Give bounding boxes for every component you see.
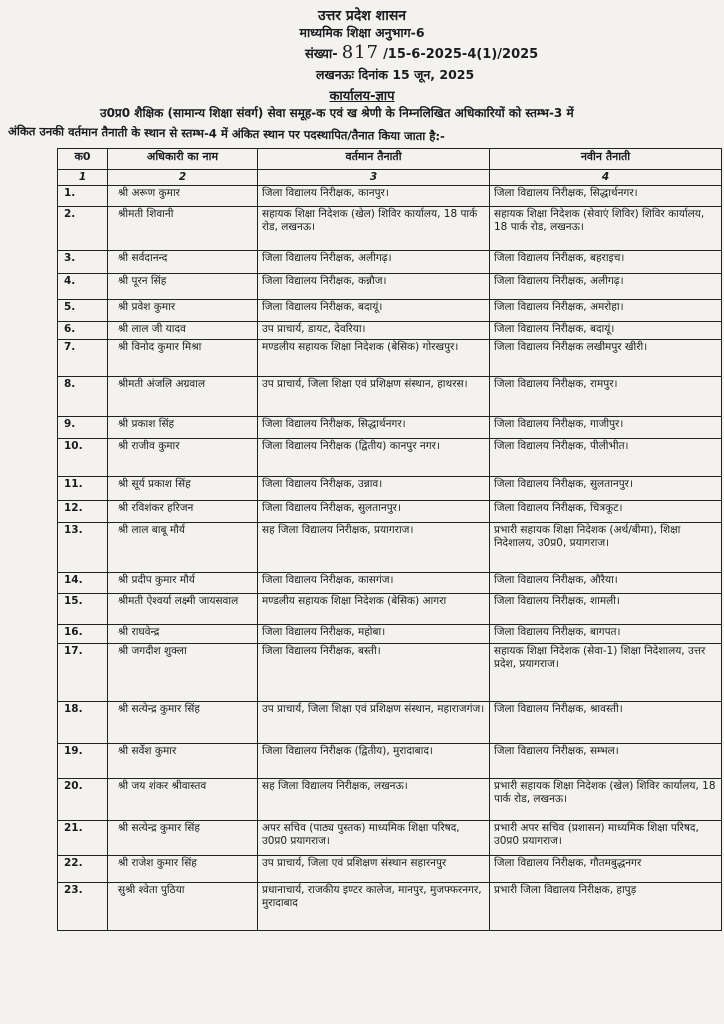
- government-heading: उत्तर प्रदेश शासन: [317, 8, 407, 24]
- row-serial: 2.: [58, 207, 108, 251]
- current-posting: मण्डलीय सहायक शिक्षा निदेशक (बेसिक) आगरा: [258, 594, 490, 625]
- table-row: [58, 186, 722, 207]
- office-memo-title: कार्यालय-ज्ञाप: [329, 89, 395, 104]
- row-serial: 14.: [58, 573, 108, 594]
- row-serial: 18.: [58, 702, 108, 744]
- officer-name: श्री विनोद कुमार मिश्रा: [108, 340, 258, 377]
- row-serial: 22.: [58, 856, 108, 883]
- row-serial: 19.: [58, 744, 108, 779]
- row-serial: 1.: [58, 186, 108, 207]
- officer-name: श्री सर्वेश कुमार: [108, 744, 258, 779]
- header-row: [58, 149, 722, 170]
- current-posting: जिला विद्यालय निरीक्षक, कानपुर।: [258, 186, 490, 207]
- officer-name: श्री जगदीश शुक्ला: [108, 644, 258, 702]
- officer-name: श्री राजेश कुमार सिंह: [108, 856, 258, 883]
- header-officer-name: अधिकारी का नाम: [108, 149, 258, 170]
- officer-name: श्रीमती अंजलि अग्रवाल: [108, 377, 258, 417]
- officer-name: श्री अरूण कुमार: [108, 186, 258, 207]
- row-serial: 6.: [58, 322, 108, 340]
- new-posting: जिला विद्यालय निरीक्षक, बहराइच।: [490, 251, 722, 274]
- current-posting: सह जिला विद्यालय निरीक्षक, लखनऊ।: [258, 779, 490, 821]
- officer-name: श्री राघवेन्द्र: [108, 625, 258, 644]
- intro-line-1: उ0प्र0 शैक्षिक (सामान्य शिक्षा संवर्ग) सेवा समूह-क एवं ख श्रेणी के निम्नलिखित अधिकारियों को स्तम्भ-3 में: [100, 106, 574, 120]
- new-posting: प्रभारी जिला विद्यालय निरीक्षक, हापुड़: [490, 883, 722, 931]
- order-number: [305, 42, 538, 63]
- table-row: [58, 501, 722, 523]
- new-posting: जिला विद्यालय निरीक्षक, सिद्धार्थनगर।: [490, 186, 722, 207]
- officer-name: श्री प्रकाश सिंह: [108, 417, 258, 439]
- posting-table-body: [58, 149, 722, 931]
- current-posting: जिला विद्यालय निरीक्षक, सुलतानपुर।: [258, 501, 490, 523]
- row-serial: 7.: [58, 340, 108, 377]
- current-posting: प्रधानाचार्य, राजकीय इण्टर कालेज, मानपुर, मुजफ्फरनगर, मुरादाबाद: [258, 883, 490, 931]
- new-posting: जिला विद्यालय निरीक्षक, सम्भल।: [490, 744, 722, 779]
- current-posting: जिला विद्यालय निरीक्षक, बस्ती।: [258, 644, 490, 702]
- row-serial: 16.: [58, 625, 108, 644]
- current-posting: अपर सचिव (पाठ्य पुस्तक) माध्यमिक शिक्षा परिषद, उ0प्र0 प्रयागराज।: [258, 821, 490, 856]
- officer-name: श्री राजीव कुमार: [108, 439, 258, 477]
- table-row: [58, 644, 722, 702]
- header-current-posting: वर्तमान तैनाती: [258, 149, 490, 170]
- officer-name: श्रीमती शिवानी: [108, 207, 258, 251]
- header-new-posting: नवीन तैनाती: [490, 149, 722, 170]
- current-posting: जिला विद्यालय निरीक्षक, उन्नाव।: [258, 477, 490, 501]
- table-row: [58, 883, 722, 931]
- table-row: [58, 251, 722, 274]
- row-serial: 10.: [58, 439, 108, 477]
- table-row: [58, 856, 722, 883]
- officer-name: श्री पूरन सिंह: [108, 274, 258, 300]
- column-number: 1: [58, 170, 108, 186]
- intro-line-2: अंकित उनकी वर्तमान तैनाती के स्थान से स्तम्भ-4 में अंकित स्थान पर पदस्थापित/तैनात किया जाता है:-: [7, 124, 445, 144]
- new-posting: जिला विद्यालय निरीक्षक, औरैया।: [490, 573, 722, 594]
- header-serial: क0: [58, 149, 108, 170]
- row-serial: 3.: [58, 251, 108, 274]
- new-posting: जिला विद्यालय निरीक्षक, अमरोहा।: [490, 300, 722, 322]
- table-row: [58, 573, 722, 594]
- new-posting: जिला विद्यालय निरीक्षक, पीलीभीत।: [490, 439, 722, 477]
- row-serial: 21.: [58, 821, 108, 856]
- current-posting: सहायक शिक्षा निदेशक (खेल) शिविर कार्यालय, 18 पार्क रोड, लखनऊ।: [258, 207, 490, 251]
- row-serial: 4.: [58, 274, 108, 300]
- current-posting: जिला विद्यालय निरीक्षक (द्वितीय), मुरादाबाद।: [258, 744, 490, 779]
- officer-name: श्री सत्येन्द्र कुमार सिंह: [108, 821, 258, 856]
- table-row: [58, 702, 722, 744]
- current-posting: जिला विद्यालय निरीक्षक, सिद्धार्थनगर।: [258, 417, 490, 439]
- new-posting: प्रभारी सहायक शिक्षा निदेशक (अर्थ/बीमा), शिक्षा निदेशालय, उ0प्र0, प्रयागराज।: [490, 523, 722, 573]
- new-posting: जिला विद्यालय निरीक्षक, सुलतानपुर।: [490, 477, 722, 501]
- officer-name: श्री प्रदीप कुमार मौर्य: [108, 573, 258, 594]
- table-row: [58, 744, 722, 779]
- new-posting: प्रभारी सहायक शिक्षा निदेशक (खेल) शिविर कार्यालय, 18 पार्क रोड, लखनऊ।: [490, 779, 722, 821]
- new-posting: जिला विद्यालय निरीक्षक, चित्रकूट।: [490, 501, 722, 523]
- new-posting: जिला विद्यालय निरीक्षक, बदायूं।: [490, 322, 722, 340]
- current-posting: उप प्राचार्य, डायट, देवरिया।: [258, 322, 490, 340]
- number-label: संख्या-: [305, 47, 338, 62]
- row-serial: 8.: [58, 377, 108, 417]
- column-number-row: [58, 170, 722, 186]
- row-serial: 12.: [58, 501, 108, 523]
- table-row: [58, 207, 722, 251]
- officer-name: श्रीमती ऐश्वर्या लक्ष्मी जायसवाल: [108, 594, 258, 625]
- new-posting: जिला विद्यालय निरीक्षक लखीमपुर खीरी।: [490, 340, 722, 377]
- column-number: 4: [490, 170, 722, 186]
- current-posting: जिला विद्यालय निरीक्षक, महोबा।: [258, 625, 490, 644]
- column-number: 3: [258, 170, 490, 186]
- table-row: [58, 477, 722, 501]
- row-serial: 5.: [58, 300, 108, 322]
- table-row: [58, 340, 722, 377]
- new-posting: जिला विद्यालय निरीक्षक, बागपत।: [490, 625, 722, 644]
- row-serial: 23.: [58, 883, 108, 931]
- officer-name: श्री सर्वदानन्द: [108, 251, 258, 274]
- table-row: [58, 779, 722, 821]
- current-posting: जिला विद्यालय निरीक्षक (द्वितीय) कानपुर नगर।: [258, 439, 490, 477]
- new-posting: जिला विद्यालय निरीक्षक, गौतमबुद्धनगर: [490, 856, 722, 883]
- current-posting: उप प्राचार्य, जिला एवं प्रशिक्षण संस्थान सहारनपुर: [258, 856, 490, 883]
- row-serial: 20.: [58, 779, 108, 821]
- table-row: [58, 821, 722, 856]
- number-value: 817: [341, 42, 380, 63]
- current-posting: जिला विद्यालय निरीक्षक, कासगंज।: [258, 573, 490, 594]
- new-posting: प्रभारी अपर सचिव (प्रशासन) माध्यमिक शिक्षा परिषद, उ0प्र0 प्रयागराज।: [490, 821, 722, 856]
- current-posting: जिला विद्यालय निरीक्षक, बदायूं।: [258, 300, 490, 322]
- new-posting: जिला विद्यालय निरीक्षक, अलीगढ़।: [490, 274, 722, 300]
- row-serial: 13.: [58, 523, 108, 573]
- officer-name: श्री जय शंकर श्रीवास्तव: [108, 779, 258, 821]
- officer-name: श्री लाल जी यादव: [108, 322, 258, 340]
- current-posting: जिला विद्यालय निरीक्षक, अलीगढ़।: [258, 251, 490, 274]
- table-row: [58, 274, 722, 300]
- officer-name: श्री लाल बाबू मौर्य: [108, 523, 258, 573]
- current-posting: जिला विद्यालय निरीक्षक, कन्नौज।: [258, 274, 490, 300]
- table-row: [58, 625, 722, 644]
- department-heading: माध्यमिक शिक्षा अनुभाग-6: [299, 25, 425, 40]
- table-row: [58, 523, 722, 573]
- new-posting: सहायक शिक्षा निदेशक (सेवा-1) शिक्षा निदेशालय, उत्तर प्रदेश, प्रयागराज।: [490, 644, 722, 702]
- posting-table: [57, 148, 722, 931]
- row-serial: 11.: [58, 477, 108, 501]
- officer-name: श्री सूर्य प्रकाश सिंह: [108, 477, 258, 501]
- table-row: [58, 417, 722, 439]
- current-posting: मण्डलीय सहायक शिक्षा निदेशक (बेसिक) गोरखपुर।: [258, 340, 490, 377]
- new-posting: सहायक शिक्षा निदेशक (सेवाएं शिविर) शिविर कार्यालय, 18 पार्क रोड, लखनऊ।: [490, 207, 722, 251]
- table-row: [58, 322, 722, 340]
- new-posting: जिला विद्यालय निरीक्षक, श्रावस्ती।: [490, 702, 722, 744]
- table-row: [58, 594, 722, 625]
- new-posting: जिला विद्यालय निरीक्षक, गाजीपुर।: [490, 417, 722, 439]
- officer-name: श्री सत्येन्द्र कुमार सिंह: [108, 702, 258, 744]
- row-serial: 9.: [58, 417, 108, 439]
- column-number: 2: [108, 170, 258, 186]
- officer-name: श्री रविशंकर हरिजन: [108, 501, 258, 523]
- new-posting: जिला विद्यालय निरीक्षक, रामपुर।: [490, 377, 722, 417]
- row-serial: 15.: [58, 594, 108, 625]
- current-posting: उप प्राचार्य, जिला शिक्षा एवं प्रशिक्षण संस्थान, हाथरस।: [258, 377, 490, 417]
- number-rest: /15-6-2025-4(1)/2025: [383, 47, 539, 62]
- table-row: [58, 439, 722, 477]
- table-row: [58, 300, 722, 322]
- officer-name: श्री प्रवेश कुमार: [108, 300, 258, 322]
- row-serial: 17.: [58, 644, 108, 702]
- table-row: [58, 377, 722, 417]
- current-posting: उप प्राचार्य, जिला शिक्षा एवं प्रशिक्षण संस्थान, महाराजगंज।: [258, 702, 490, 744]
- officer-name: सुश्री श्वेता पुठिया: [108, 883, 258, 931]
- date-line: लखनऊः दिनांक 15 जून, 2025: [316, 67, 475, 82]
- new-posting: जिला विद्यालय निरीक्षक, शामली।: [490, 594, 722, 625]
- current-posting: सह जिला विद्यालय निरीक्षक, प्रयागराज।: [258, 523, 490, 573]
